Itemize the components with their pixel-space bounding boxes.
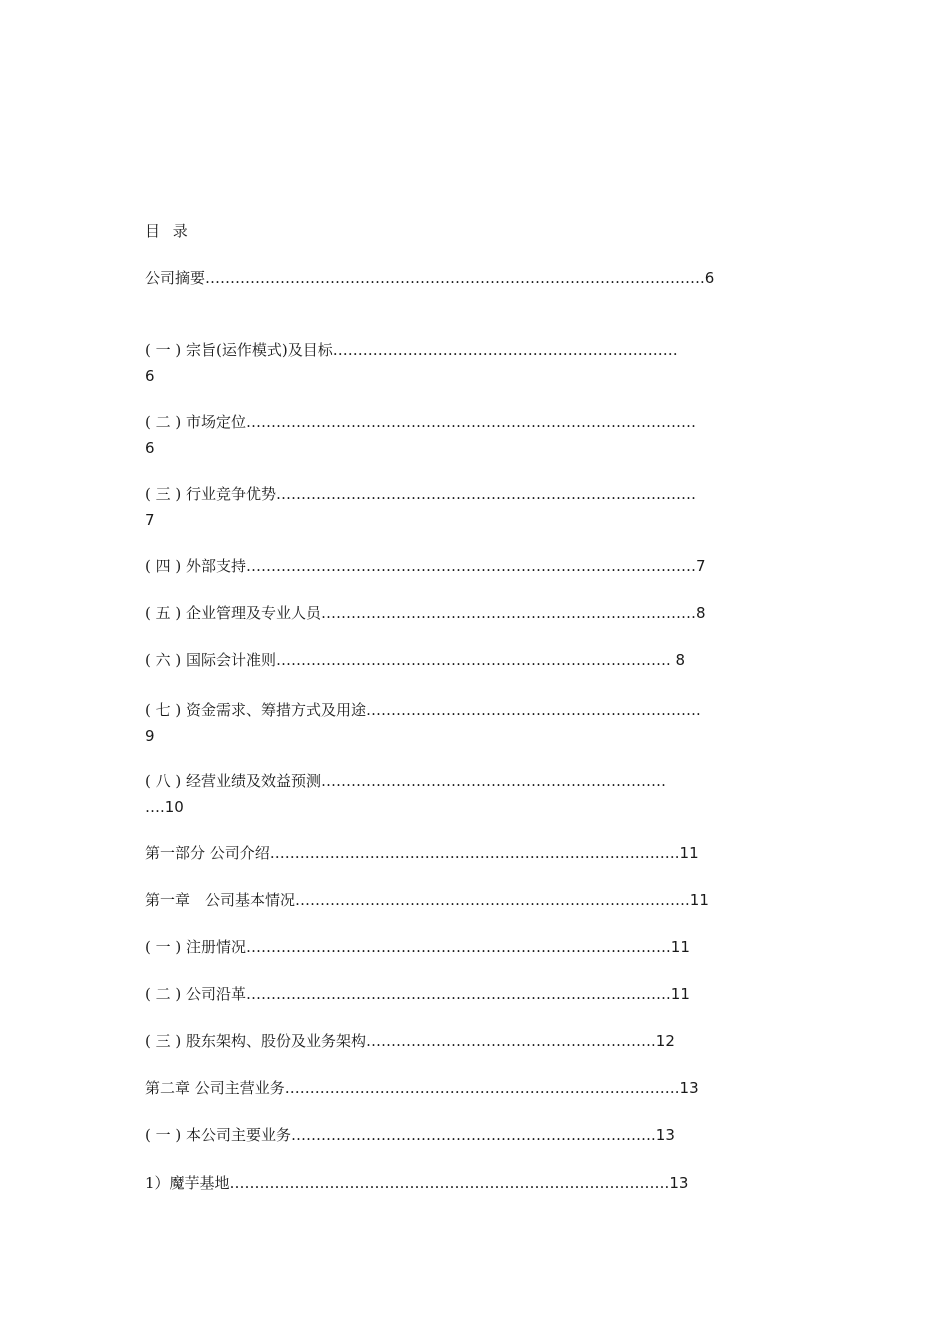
toc-entry-text: ( 三 ) 行业竞争优势………………………………………………………………………… [145,485,697,503]
toc-entry-text: ( 七 ) 资金需求、筹措方式及用途………………………………………………………… [145,701,697,719]
toc-entry-text: 第一章 公司基本情况…………………………………………………………………… [145,891,686,909]
toc-entry-page: .12 [651,1032,675,1050]
toc-entry-page: 6 [145,367,155,385]
toc-entry-page: . 8 [666,651,686,669]
toc-entry-page: .6 [700,269,715,287]
toc-entry-page: 7 [145,511,155,529]
toc-entry-page: 7 [696,557,706,575]
toc-entry-page: .11 [674,844,699,862]
toc-entry-text: 1）魔芋基地…………………………………………………………………………… [145,1174,665,1192]
toc-entry-text: ( 五 ) 企业管理及专业人员………………………………………………………………… [145,604,697,622]
toc-entry-text: ( 一 ) 注册情况………………………………………………………………………… [145,938,667,956]
toc-entry-text: 第二章 公司主营业务…………………………………………………………………… [145,1079,675,1097]
toc-entry-page: ….10 [145,798,184,816]
toc-entry-page: .13 [651,1126,675,1144]
toc-entry-text: 第一部分 公司介绍……………………………………………………………………… [145,844,675,862]
toc-entry [145,697,785,749]
toc-entry-text: ( 八 ) 经营业绩及效益预测…………………………………………………………… [145,772,667,790]
toc-entry-text: ( 四 ) 外部支持……………………………………………………………………………… [145,557,697,575]
toc-entry-text: ( 六 ) 国际会计准则…………………………………………………………………… [145,651,667,669]
toc-entry-text: ( 二 ) 公司沿革………………………………………………………………………… [145,985,667,1003]
toc-title: 目 录 [145,222,192,240]
toc-entry-page: 6 [145,439,155,457]
toc-entry-page: .13 [674,1079,699,1097]
toc-entry [145,409,785,461]
toc-entry [145,1170,785,1196]
toc-entry-text: 公司摘要……………………………………………………………………………………… [145,269,701,287]
toc-entry [145,600,785,626]
toc-entry-text: ( 一 ) 本公司主要业务……………………………………………………………… [145,1126,652,1144]
toc-entry [145,1075,785,1101]
toc-entry-page: 8 [696,604,706,622]
toc-entry-page: .11 [666,985,690,1003]
toc-entry [145,768,785,820]
toc-entry [145,337,785,389]
toc-entry [145,265,785,291]
toc-entry [145,1122,785,1148]
toc-entry [145,647,785,673]
toc-entry [145,553,785,579]
toc-entry [145,840,785,866]
toc-entry-page: 9 [145,727,155,745]
toc-entry-page-dot: . [696,701,701,719]
toc-entry [145,481,785,533]
toc-entry [145,1028,785,1054]
toc-entry-text: ( 三 ) 股东架构、股份及业务架构………………………………………………… [145,1032,652,1050]
toc-entry-page: .11 [666,938,690,956]
toc-entry [145,934,785,960]
toc-entry-text: ( 二 ) 市场定位……………………………………………………………………………… [145,413,697,431]
toc-entry-text: ( 一 ) 宗旨(运作模式)及目标…………………………………………………………… [145,341,678,359]
toc-entry-page: .11 [685,891,709,909]
toc-entry-page: .13 [664,1174,689,1192]
toc-entry [145,981,785,1007]
toc-entry [145,887,785,913]
